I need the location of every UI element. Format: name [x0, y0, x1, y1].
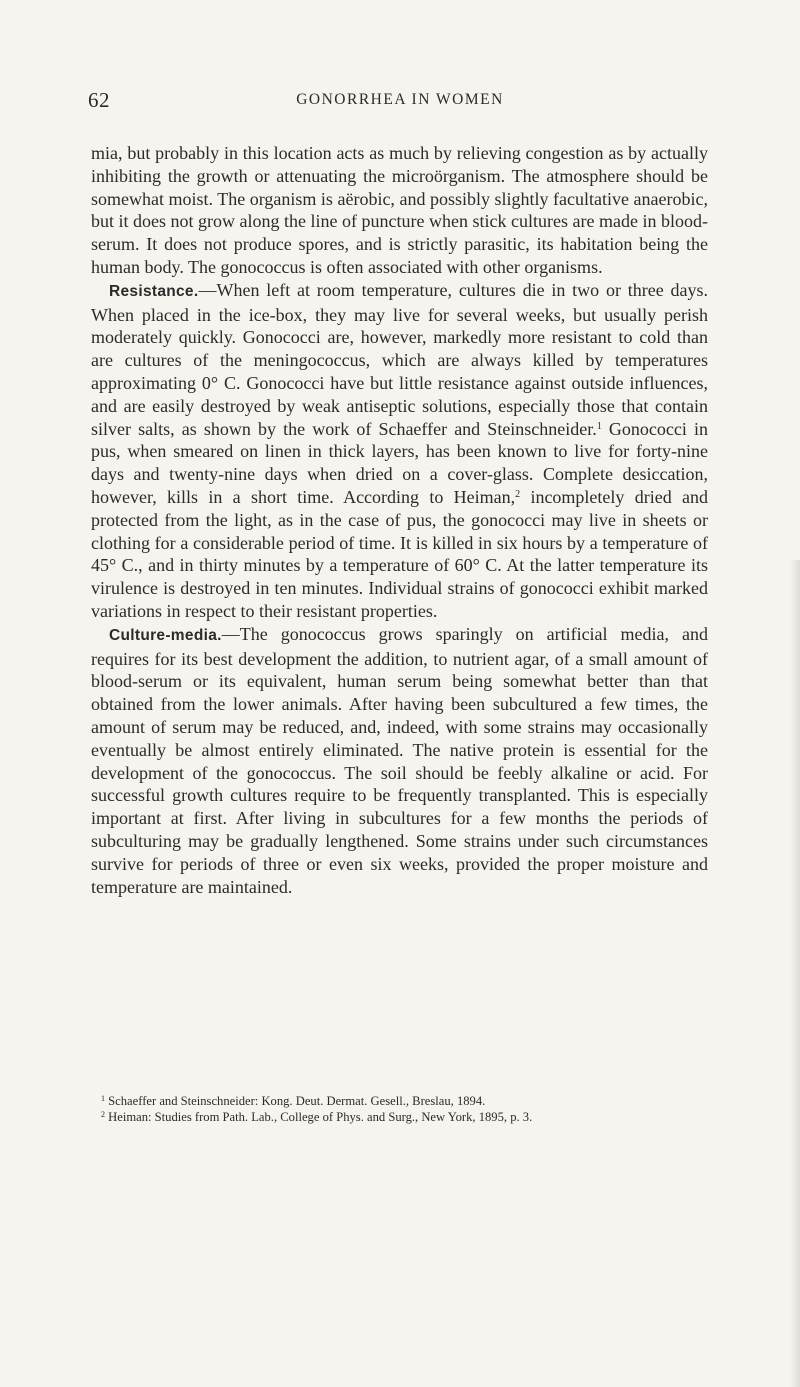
footnotes — [91, 1094, 708, 1125]
page-number: 62 — [88, 88, 110, 112]
footnote-mark: 1 — [101, 1094, 105, 1103]
footnote-reference: 1 — [596, 420, 602, 432]
paragraph-text: —The gonococcus grows sparingly on artificial media, and requires for its best development the addition, to nutrient agar, of a small amount of blood-serum or its equivalent, human serum being somewhat better than that obtained from the lower animals. After having been subcultured a few times, the amount of serum may be reduced, and, indeed, with some strains may occasionally eventually be almost entirely eliminated. The native protein is essential for the development of the gonococcus. The soil should be feebly alkaline or acid. For successful growth cultures require to be frequently transplanted. This is especially important at first. After living in subcultures for a few months the periods of subculturing may be gradually lengthened. Some strains under such circumstances survive for periods of three or even six weeks, provided the proper moisture and temperature are maintained. — [91, 623, 708, 897]
footnote-text: Heiman: Studies from Path. Lab., College of Phys. and Surg., New York, 1895, p. 3. — [108, 1109, 533, 1124]
paragraph-text: Gonococci in pus, when smeared on linen in thick layers, has been known to live for forty-nine days and twenty-nine days when dried on a cover-glass. Complete desiccation, however, kills in a short time. According to Heiman, — [91, 418, 709, 507]
paragraph-text: mia, but probably in this location acts as much by relieving congestion as by actually inhibiting the growth or attenuating the microörganism. The atmosphere should be somewhat moist. The organism is aërobic, and possibly slightly facultative anaerobic, but it does not grow along the line of puncture when stick cultures are made in blood-serum. It does not produce spores, and is strictly parasitic, its habitation being the human body. The gonococcus is often associated with other organisms. — [91, 143, 708, 277]
footnote — [91, 1110, 708, 1126]
paragraph-continuation — [91, 142, 708, 279]
section-heading-culture-media: Culture-media. — [109, 626, 222, 644]
running-title: GONORRHEA IN WOMEN — [296, 91, 504, 108]
section-heading-resistance: Resistance. — [109, 282, 199, 300]
page-edge-shadow — [790, 560, 800, 1387]
paragraph-resistance — [91, 279, 708, 623]
page-header — [0, 88, 800, 118]
body-text — [91, 142, 708, 898]
footnote-reference: 2 — [515, 488, 521, 500]
paragraph-text: incompletely dried and protected from the light, as in the case of pus, the gonococci may live in sheets or clothing for a considerable period of time. It is killed in six hours by a temperature of 45° C., and in thirty minutes by a temperature of 60° C. At the latter temperature its virulence is destroyed in ten minutes. Individual strains of gonococci exhibit marked variations in respect to their resistant properties. — [91, 486, 708, 621]
footnote — [91, 1094, 708, 1110]
footnote-text: Schaeffer and Steinschneider: Kong. Deut. Dermat. Gesell., Breslau, 1894. — [108, 1094, 486, 1108]
paragraph-culture-media — [91, 623, 708, 899]
footnote-mark: 2 — [101, 1109, 105, 1119]
paragraph-text: —When left at room temperature, cultures die in two or three days. When placed in the ice-box, they may live for several weeks, but usually perish moderately quickly. Gonococci are, however, markedly more resistant to cold than are cultures of the meningococcus, which are always killed by temperatures approximating 0° C. Gonococci have but little resistance against outside influences, and are easily destroyed by weak antiseptic solutions, especially those that contain silver salts, as shown by the work of Schaeffer and Steinschneider. — [91, 279, 708, 439]
